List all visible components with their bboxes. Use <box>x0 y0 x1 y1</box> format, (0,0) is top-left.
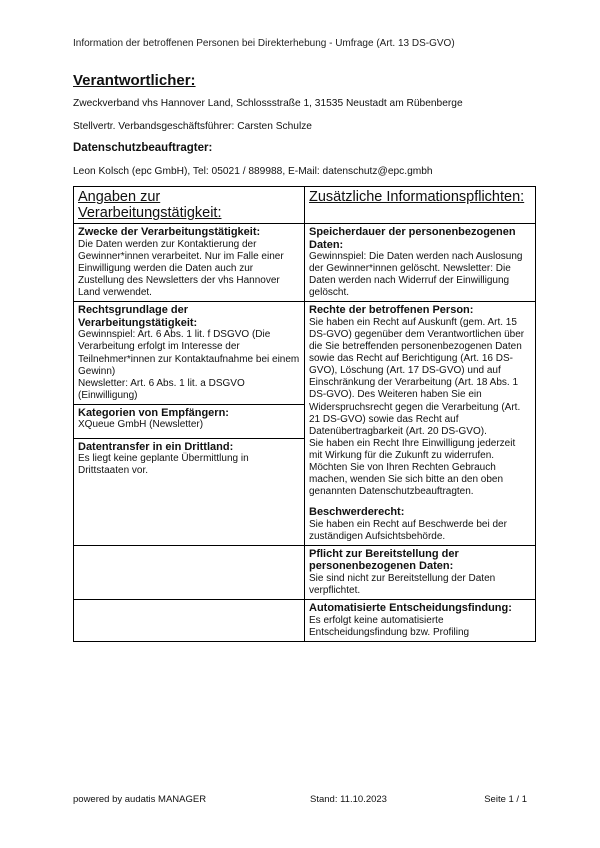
purposes-cell <box>74 224 305 302</box>
responsible-address: Zweckverband vhs Hannover Land, Schlossstraße 1, 31535 Neustadt am Rübenberge <box>73 98 463 109</box>
complaint-body: Sie haben ein Recht auf Beschwerde bei der zuständigen Aufsichtsbehörde. <box>309 518 507 542</box>
recipients-section <box>74 405 304 439</box>
purposes-title: Zwecke der Verarbeitungstätigkeit: <box>78 226 261 238</box>
automated-body: Es erfolgt keine automatisierte Entscheidungsfindung bzw. Profiling <box>309 614 470 638</box>
recipients-body: XQueue GmbH (Newsletter) <box>78 419 204 431</box>
legal-basis-section <box>74 304 304 405</box>
rights-body-3: Möchten Sie von Ihren Rechten Gebrauch machen, wenden Sie sich bitte an den oben genannten Datenschutzbeauftragten. <box>309 462 504 498</box>
storage-body: Gewinnspiel: Die Daten werden nach Auslosung der Gewinner*innen gelöscht. Newsletter: Die Daten werden nach Widerruf der Einwilligung gelöscht. <box>309 251 523 299</box>
responsible-heading: Verantwortlicher: <box>73 72 196 89</box>
transfer-title: Datentransfer in ein Drittland: <box>78 440 234 453</box>
transfer-body: Es liegt keine geplante Übermittlung in Drittstaaten vor. <box>78 453 249 477</box>
legal-basis-body-1: Gewinnspiel: Art. 6 Abs. 1 lit. f DSGVO (Die Verarbeitung erfolgt im Interesse der Teilnehmer*innen zur Kontaktaufnahme bei einem Gewinn) <box>78 329 300 377</box>
automated-cell <box>305 600 536 642</box>
legal-basis-title: Rechtsgrundlage der Verarbeitungstätigkeit: <box>78 304 198 329</box>
left-column-header: Angaben zur Verarbeitungstätigkeit: <box>74 187 305 224</box>
purposes-body: Die Daten werden zur Kontaktierung der Gewinner*innen verarbeitet. Nur im Falle einer Einwilligung werden die Daten auch zur Zustellung des Newsletters der vhs Hannover Land verwendet. <box>78 238 284 298</box>
rights-body-1: Sie haben ein Recht auf Auskunft (gem. Art. 15 DS-GVO) gegenüber dem Verantwortlichen über die Sie betreffenden personenbezogenen Daten sowie das Recht auf Berichtigung (Art. 16 DS-GVO), Löschung (Art. 17 DS-GVO) und auf Einschränkung der Verarbeitung (Art. 18 Abs. 1 DS-GVO). Des Weiteren haben Sie ein Widerspruchsrecht gegen die Verarbeitung (Art. 21 DS-GVO) sowie das Recht auf Datenübertragbarkeit (Art. 20 DS-GVO). <box>309 316 525 437</box>
table-row <box>74 545 536 599</box>
storage-title: Speicherdauer der personenbezogenen Daten: <box>309 226 516 251</box>
obligation-cell <box>305 545 536 599</box>
footer-date: Stand: 11.10.2023 <box>310 794 387 805</box>
rights-body-2: Sie haben ein Recht Ihre Einwilligung jederzeit mit Wirkung für die Zukunft zu widerrufen. <box>309 437 516 461</box>
legal-basis-body-2: Newsletter: Art. 6 Abs. 1 lit. a DSGVO (Einwilligung) <box>78 377 245 401</box>
obligation-title: Pflicht zur Bereitstellung der personenbezogenen Daten: <box>309 547 459 573</box>
complaint-title: Beschwerderecht: <box>309 506 405 519</box>
rights-cell <box>305 302 536 546</box>
empty-cell <box>74 600 305 642</box>
footer-page-number: Seite 1 / 1 <box>484 794 527 805</box>
dpo-contact: Leon Kolsch (epc GmbH), Tel: 05021 / 889988, E-Mail: datenschutz@epc.gmbh <box>73 166 433 177</box>
table-header-row <box>74 187 536 224</box>
rights-title: Rechte der betroffenen Person: <box>309 304 474 317</box>
storage-cell <box>305 224 536 302</box>
automated-title: Automatisierte Entscheidungsfindung: <box>309 602 512 615</box>
obligation-body: Sie sind nicht zur Bereitstellung der Daten verpflichtet. <box>309 572 496 597</box>
page-header: Information der betroffenen Personen bei Direkterhebung - Umfrage (Art. 13 DS-GVO) <box>73 38 455 49</box>
right-column-header: Zusätzliche Informationspflichten: <box>305 187 536 224</box>
info-table <box>73 186 536 642</box>
recipients-title: Kategorien von Empfängern: <box>78 406 229 419</box>
table-row <box>74 302 536 546</box>
responsible-manager: Stellvertr. Verbandsgeschäftsführer: Carsten Schulze <box>73 121 312 132</box>
transfer-section <box>74 439 304 480</box>
table-row <box>74 224 536 302</box>
left-stack-cell <box>74 302 305 546</box>
dpo-heading: Datenschutzbeauftragter: <box>73 142 213 154</box>
empty-cell <box>74 545 305 599</box>
table-row <box>74 600 536 642</box>
footer-powered-by: powered by audatis MANAGER <box>73 794 207 805</box>
